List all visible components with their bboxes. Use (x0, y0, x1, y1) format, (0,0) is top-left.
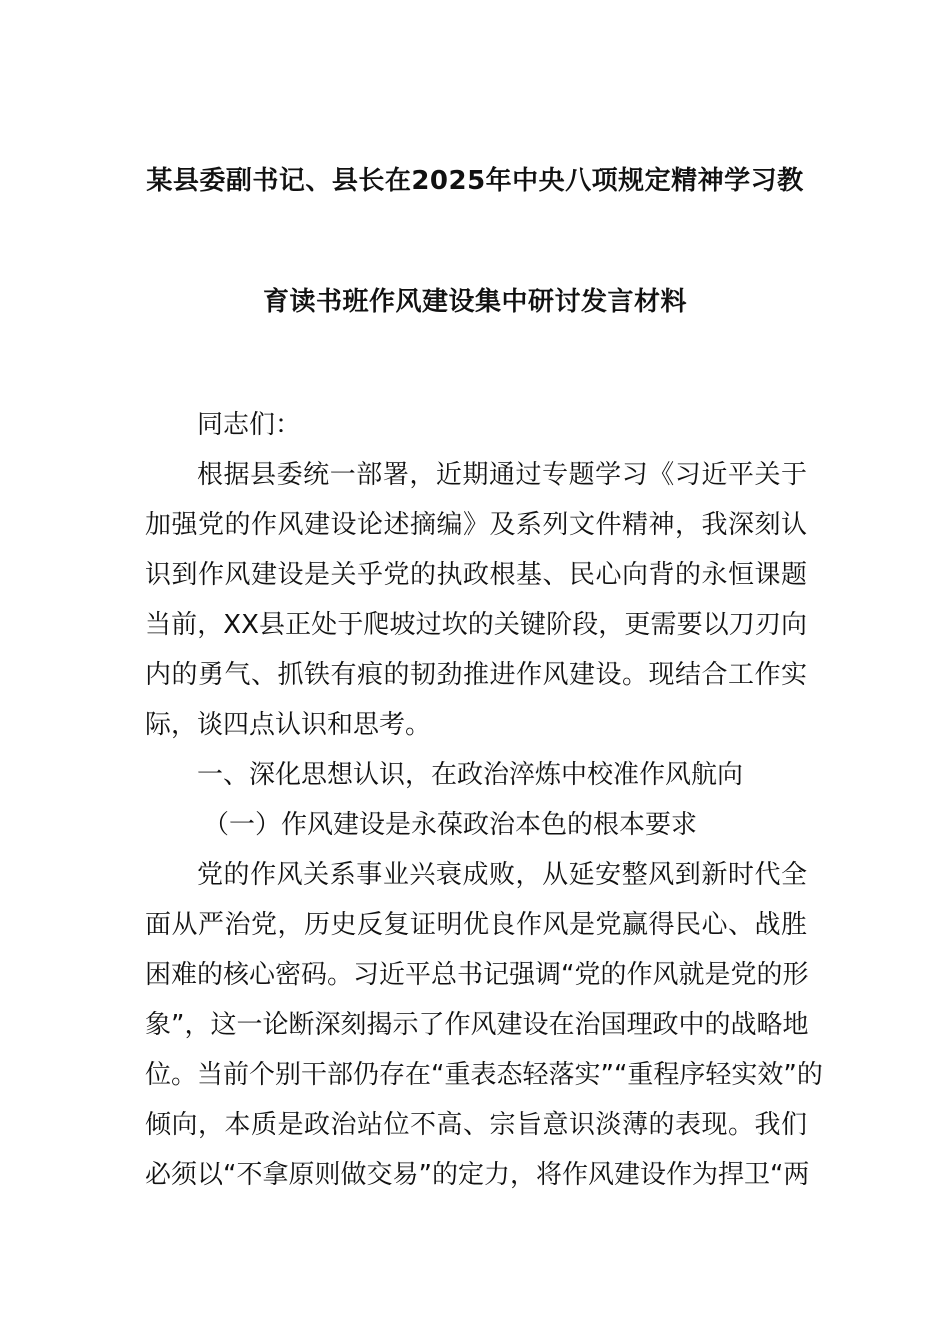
paragraph-line: 位。当前个别干部仍存在“重表态轻落实”“重程序轻实效”的 (145, 1060, 823, 1090)
paragraph-line: 当前，XX县正处于爬坡过坎的关键阶段，更需要以刀刃向 (145, 610, 807, 640)
paragraph-line: 加强党的作风建设论述摘编》及系列文件精神，我深刻认 (145, 510, 807, 540)
paragraph-line: 际，谈四点认识和思考。 (145, 710, 432, 740)
paragraph-line: 根据县委统一部署，近期通过专题学习《习近平关于 (197, 460, 807, 490)
document-title-line-2: 育读书班作风建设集中研讨发言材料 (262, 287, 687, 317)
paragraph-line: 必须以“不拿原则做交易”的定力，将作风建设作为捍卫“两 (145, 1160, 810, 1190)
paragraph-line: 面从严治党，历史反复证明优良作风是党赢得民心、战胜 (145, 910, 807, 940)
paragraph-line: 倾向，本质是政治站位不高、宗旨意识淡薄的表现。我们 (145, 1110, 807, 1140)
subsection-heading: （一）作风建设是永葆政治本色的根本要求 (203, 810, 698, 840)
paragraph-line: 党的作风关系事业兴衰成败，从延安整风到新时代全 (197, 860, 807, 890)
section-heading: 一、深化思想认识，在政治淬炼中校准作风航向 (197, 760, 744, 790)
document-body (145, 400, 823, 1200)
paragraph-line: 内的勇气、抓铁有痕的韧劲推进作风建设。现结合工作实 (145, 660, 807, 690)
document-title-line-1: 某县委副书记、县长在2025年中央八项规定精神学习教 (146, 166, 804, 196)
paragraph-line: 象”，这一论断深刻揭示了作风建设在治国理政中的战略地 (145, 1010, 809, 1040)
greeting: 同志们： (197, 410, 302, 440)
paragraph-line: 困难的核心密码。习近平总书记强调“党的作风就是党的形 (145, 960, 809, 990)
paragraph-line: 识到作风建设是关乎党的执政根基、民心向背的永恒课题 (145, 560, 807, 590)
